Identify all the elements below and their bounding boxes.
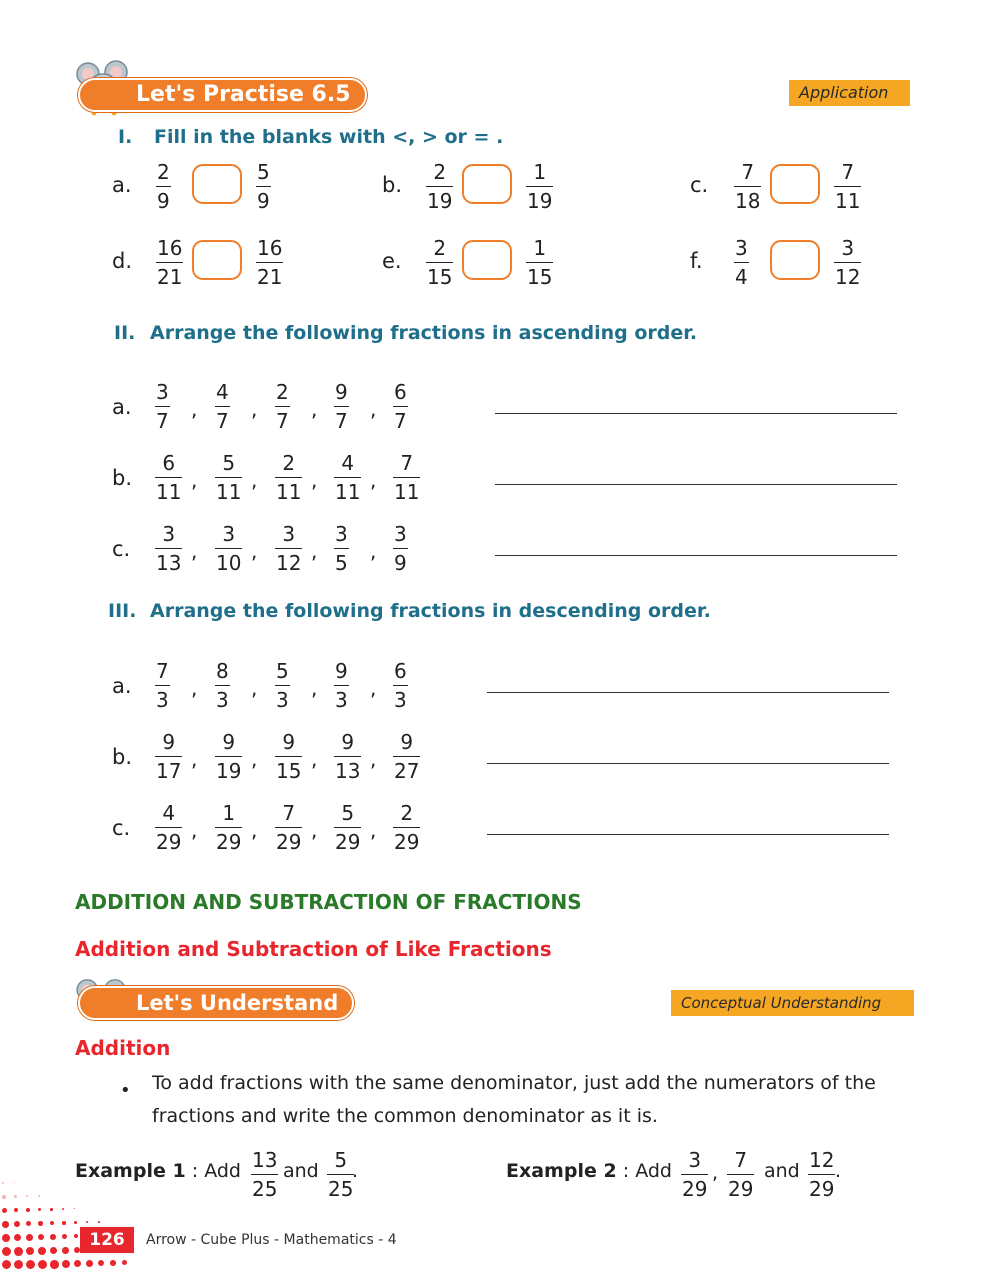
example-1-end: . xyxy=(352,1160,359,1182)
comma-separator: , xyxy=(251,468,258,492)
comma-separator: , xyxy=(251,747,258,771)
practise-banner: Let's Practise 6.5 xyxy=(78,78,367,112)
decorative-dot xyxy=(26,1234,33,1241)
answer-line[interactable] xyxy=(487,834,889,835)
comma-separator: , xyxy=(370,818,377,842)
compare-left-fraction: 2 9 xyxy=(157,160,170,213)
compare-left-fraction: 16 21 xyxy=(157,236,183,289)
example-2-fraction-3: 12 29 xyxy=(809,1148,835,1201)
example-2-label: Example 2 : Add xyxy=(506,1160,672,1182)
ascending-row-label: a. xyxy=(112,395,132,419)
compare-answer-box[interactable] xyxy=(192,240,242,280)
decorative-dot xyxy=(26,1208,30,1212)
compare-right-fraction: 3 12 xyxy=(835,236,861,289)
descending-fraction: 5 29 xyxy=(335,801,361,854)
ascending-fraction: 4 11 xyxy=(335,451,361,504)
descending-row-label: b. xyxy=(112,745,133,769)
decorative-dot xyxy=(38,1260,47,1269)
decorative-dot xyxy=(98,1260,104,1266)
ascending-fraction: 6 11 xyxy=(156,451,182,504)
comma-separator: , xyxy=(191,397,198,421)
example-1-fraction-2: 5 25 xyxy=(328,1148,354,1201)
decorative-dot xyxy=(14,1182,15,1183)
decorative-dot xyxy=(14,1247,23,1256)
example-1-fraction-1: 13 25 xyxy=(252,1148,278,1201)
decorative-dot xyxy=(74,1247,80,1253)
descending-fraction: 9 3 xyxy=(335,659,348,712)
decorative-dot xyxy=(2,1195,6,1199)
comma-separator: , xyxy=(311,818,318,842)
decorative-dot xyxy=(14,1260,23,1269)
comma-separator: , xyxy=(191,747,198,771)
comma-separator: , xyxy=(191,818,198,842)
descending-row-label: c. xyxy=(112,816,131,840)
compare-left-fraction: 2 15 xyxy=(427,236,453,289)
decorative-dot xyxy=(86,1221,88,1223)
ascending-fraction: 3 12 xyxy=(276,522,302,575)
comma-separator: , xyxy=(311,747,318,771)
descending-fraction: 6 3 xyxy=(394,659,407,712)
decorative-dot xyxy=(14,1221,20,1227)
descending-fraction: 9 27 xyxy=(394,730,420,783)
decorative-dot xyxy=(62,1208,64,1210)
comma-separator: , xyxy=(311,468,318,492)
ascending-fraction: 2 11 xyxy=(276,451,302,504)
answer-line[interactable] xyxy=(487,692,889,693)
decorative-dot xyxy=(74,1221,77,1224)
decorative-dot xyxy=(26,1195,28,1197)
ascending-fraction: 2 7 xyxy=(276,380,289,433)
answer-line[interactable] xyxy=(487,763,889,764)
example-2-fraction-2: 7 29 xyxy=(728,1148,754,1201)
ascending-fraction: 9 7 xyxy=(335,380,348,433)
comma-separator: , xyxy=(251,397,258,421)
decorative-dot xyxy=(50,1247,57,1254)
decorative-dot xyxy=(2,1182,4,1184)
compare-answer-box[interactable] xyxy=(192,164,242,204)
section-2-heading: II. Arrange the following fractions in ascending order. xyxy=(114,322,698,344)
section-1-heading: I. Fill in the blanks with <, > or = . xyxy=(118,126,504,148)
comma-separator: , xyxy=(370,539,377,563)
compare-right-fraction: 5 9 xyxy=(257,160,270,213)
compare-answer-box[interactable] xyxy=(770,164,820,204)
decorative-dot xyxy=(62,1234,67,1239)
answer-line[interactable] xyxy=(495,555,897,556)
ascending-row-label: b. xyxy=(112,466,133,490)
ascending-fraction: 3 9 xyxy=(394,522,407,575)
application-tag: Application xyxy=(789,80,910,106)
comma-separator: , xyxy=(251,539,258,563)
decorative-dot xyxy=(38,1247,46,1255)
decorative-dot xyxy=(110,1260,116,1266)
decorative-dot xyxy=(2,1234,10,1242)
compare-right-fraction: 7 11 xyxy=(835,160,861,213)
answer-line[interactable] xyxy=(495,484,897,485)
compare-answer-box[interactable] xyxy=(462,240,512,280)
decorative-dot xyxy=(26,1247,34,1255)
compare-right-fraction: 16 21 xyxy=(257,236,283,289)
ascending-fraction: 3 7 xyxy=(156,380,169,433)
compare-answer-box[interactable] xyxy=(462,164,512,204)
decorative-dot xyxy=(38,1195,40,1197)
decorative-dot xyxy=(50,1221,54,1225)
descending-fraction: 7 3 xyxy=(156,659,169,712)
descending-fraction: 9 13 xyxy=(335,730,361,783)
decorative-dot xyxy=(74,1260,81,1267)
decorative-dot xyxy=(2,1208,7,1213)
decorative-dot xyxy=(14,1195,17,1198)
decorative-dot xyxy=(74,1208,75,1209)
compare-left-fraction: 3 4 xyxy=(735,236,748,289)
decorative-dot xyxy=(2,1247,11,1256)
addsub-title: ADDITION AND SUBTRACTION OF FRACTIONS xyxy=(75,890,582,914)
decorative-dot xyxy=(38,1221,43,1226)
decorative-dot xyxy=(26,1260,35,1269)
decorative-dot xyxy=(98,1221,100,1223)
comma-separator: , xyxy=(191,468,198,492)
ascending-fraction: 7 11 xyxy=(394,451,420,504)
decorative-dot xyxy=(122,1260,127,1265)
compare-item-label: a. xyxy=(112,173,132,197)
compare-item-label: d. xyxy=(112,249,133,273)
ascending-fraction: 5 11 xyxy=(216,451,242,504)
comma-separator: , xyxy=(311,539,318,563)
example-1-and: and xyxy=(283,1160,319,1182)
decorative-dot xyxy=(38,1234,44,1240)
compare-item-label: e. xyxy=(382,249,402,273)
decorative-dot xyxy=(86,1260,93,1267)
compare-item-label: c. xyxy=(690,173,709,197)
compare-right-fraction: 1 19 xyxy=(527,160,553,213)
decorative-dot xyxy=(50,1208,53,1211)
comma-separator: , xyxy=(370,468,377,492)
comma-separator: , xyxy=(311,676,318,700)
conceptual-tag: Conceptual Understanding xyxy=(671,990,914,1016)
ascending-fraction: 4 7 xyxy=(216,380,229,433)
example-2-fraction-1: 3 29 xyxy=(682,1148,708,1201)
comma-separator: , xyxy=(370,747,377,771)
decorative-dot xyxy=(2,1221,9,1228)
addition-title: Addition xyxy=(75,1036,171,1060)
answer-line[interactable] xyxy=(495,413,897,414)
descending-fraction: 9 15 xyxy=(276,730,302,783)
comma-separator: , xyxy=(370,397,377,421)
example-2-end: . xyxy=(835,1160,842,1182)
compare-left-fraction: 2 19 xyxy=(427,160,453,213)
descending-fraction: 9 19 xyxy=(216,730,242,783)
descending-fraction: 5 3 xyxy=(276,659,289,712)
descending-fraction: 7 29 xyxy=(276,801,302,854)
like-fractions-title: Addition and Subtraction of Like Fractions xyxy=(75,937,552,961)
page-number: 126 xyxy=(80,1227,134,1253)
descending-row-label: a. xyxy=(112,674,132,698)
example-2-comma: , xyxy=(712,1162,719,1184)
decorative-dot xyxy=(26,1221,31,1226)
comma-separator: , xyxy=(191,539,198,563)
ascending-fraction: 6 7 xyxy=(394,380,407,433)
compare-answer-box[interactable] xyxy=(770,240,820,280)
decorative-dot xyxy=(74,1234,78,1238)
understand-banner: Let's Understand xyxy=(78,986,354,1020)
section-3-heading: III. Arrange the following fractions in descending order. xyxy=(108,600,711,622)
decorative-dot xyxy=(62,1260,70,1268)
compare-item-label: f. xyxy=(690,249,703,273)
descending-fraction: 4 29 xyxy=(156,801,182,854)
descending-fraction: 8 3 xyxy=(216,659,229,712)
decorative-dot xyxy=(14,1234,21,1241)
decorative-dot xyxy=(50,1234,56,1240)
ascending-fraction: 3 13 xyxy=(156,522,182,575)
ascending-fraction: 3 5 xyxy=(335,522,348,575)
ascending-row-label: c. xyxy=(112,537,131,561)
decorative-dot xyxy=(14,1208,18,1212)
compare-left-fraction: 7 18 xyxy=(735,160,761,213)
decorative-dot xyxy=(2,1260,11,1269)
ascending-fraction: 3 10 xyxy=(216,522,242,575)
footer-book-title: Arrow - Cube Plus - Mathematics - 4 xyxy=(146,1232,397,1248)
decorative-dot xyxy=(62,1221,66,1225)
comma-separator: , xyxy=(251,676,258,700)
addition-bullet-text: To add fractions with the same denominator, just add the numerators of the fractions and write the common denominator as it is. xyxy=(152,1072,876,1127)
bullet-dot: • xyxy=(120,1080,131,1101)
decorative-dot xyxy=(62,1247,69,1254)
comma-separator: , xyxy=(191,676,198,700)
example-2-and: and xyxy=(764,1160,800,1182)
comma-separator: , xyxy=(370,676,377,700)
descending-fraction: 2 29 xyxy=(394,801,420,854)
compare-item-label: b. xyxy=(382,173,403,197)
descending-fraction: 9 17 xyxy=(156,730,182,783)
comma-separator: , xyxy=(311,397,318,421)
comma-separator: , xyxy=(251,818,258,842)
decorative-dot xyxy=(50,1260,59,1269)
example-1-label: Example 1 : Add xyxy=(75,1160,241,1182)
descending-fraction: 1 29 xyxy=(216,801,242,854)
decorative-dot xyxy=(38,1208,41,1211)
compare-right-fraction: 1 15 xyxy=(527,236,553,289)
